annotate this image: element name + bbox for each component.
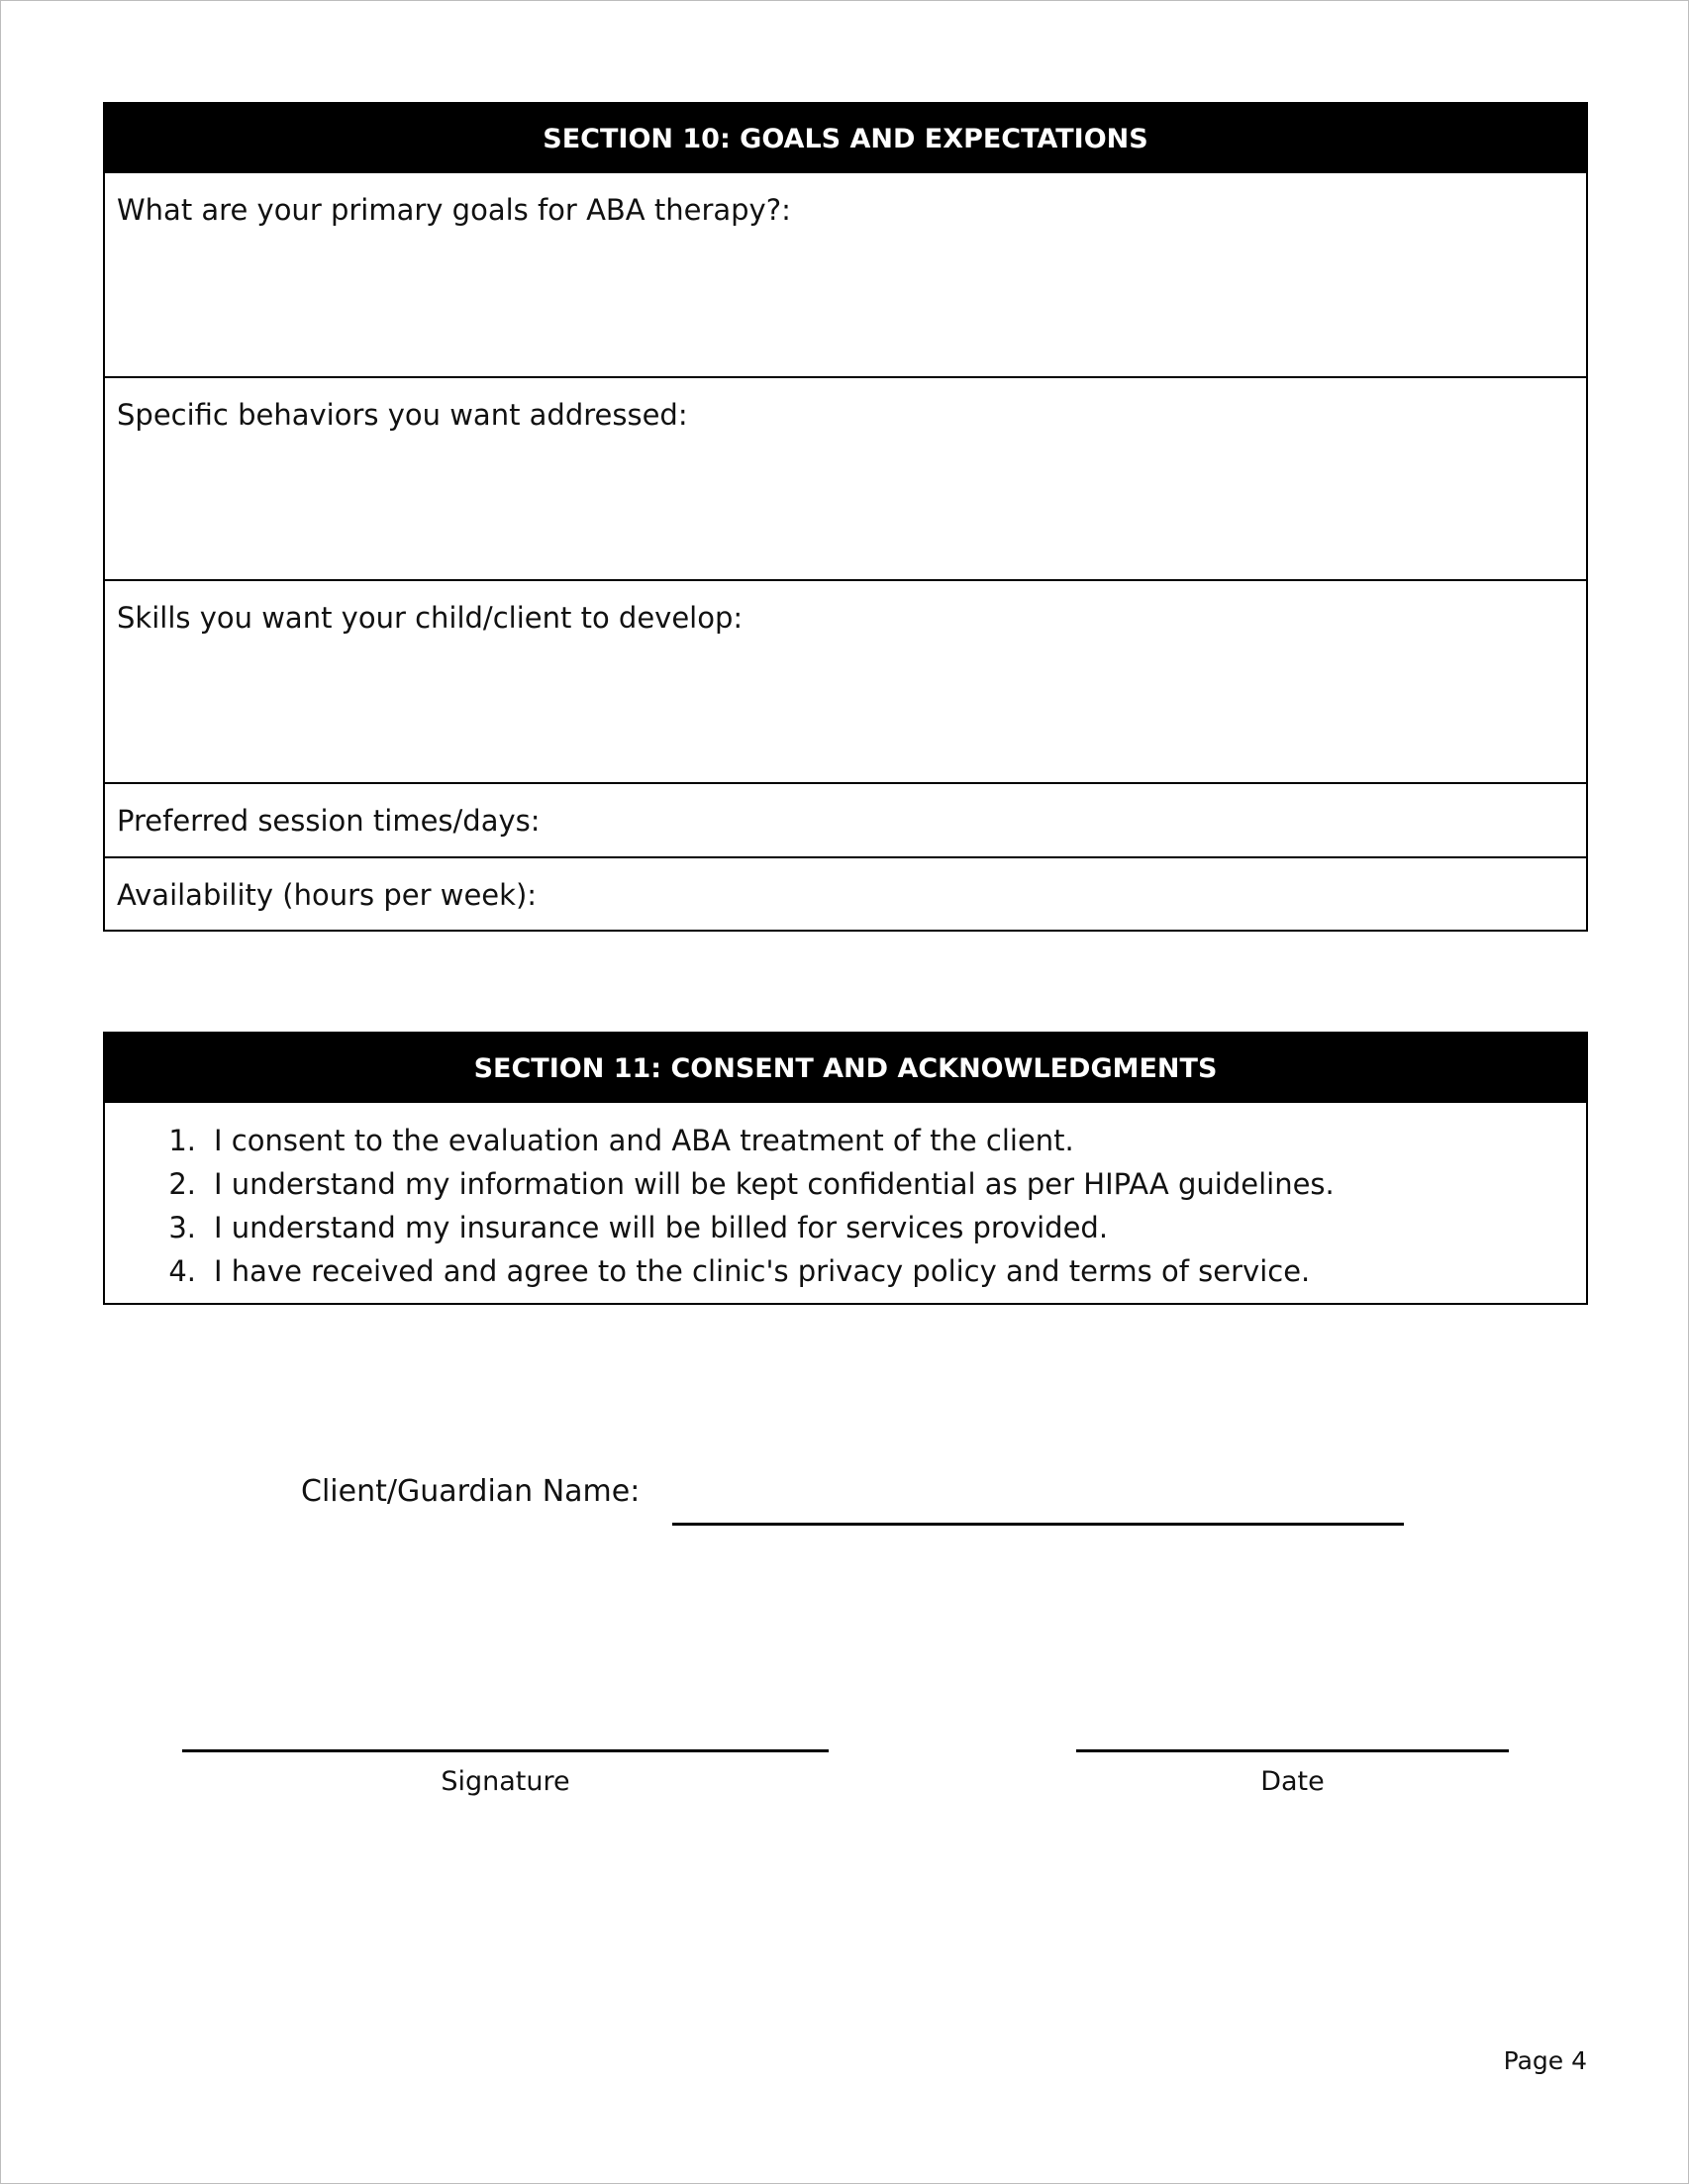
consent-list: [105, 1103, 1586, 1293]
behaviors-field[interactable]: [105, 376, 1586, 579]
signature-label: Signature: [441, 1766, 570, 1797]
field-label: Specific behaviors you want addressed:: [117, 398, 688, 432]
skills-field[interactable]: [105, 579, 1586, 782]
item-number: 3.: [168, 1211, 196, 1244]
item-number: 1.: [168, 1124, 196, 1157]
item-text: I understand my insurance will be billed for services provided.: [214, 1211, 1109, 1244]
client-guardian-name-line[interactable]: [672, 1523, 1404, 1526]
item-text: I understand my information will be kept confidential as per HIPAA guidelines.: [214, 1167, 1335, 1201]
section-goals-expectations: [103, 102, 1588, 932]
client-guardian-name-label: Client/Guardian Name:: [301, 1474, 641, 1509]
section-consent-acknowledgments: [103, 1032, 1588, 1305]
field-label: What are your primary goals for ABA therapy?:: [117, 193, 791, 227]
consent-item: [105, 1119, 1586, 1162]
consent-item: [105, 1206, 1586, 1249]
section-header: SECTION 11: CONSENT AND ACKNOWLEDGMENTS: [105, 1034, 1586, 1103]
field-label: Availability (hours per week):: [117, 878, 538, 912]
field-label: Preferred session times/days:: [117, 804, 541, 838]
item-text: I have received and agree to the clinic's privacy policy and terms of service.: [214, 1254, 1311, 1288]
date-line[interactable]: [1076, 1749, 1509, 1752]
item-text: I consent to the evaluation and ABA treatment of the client.: [214, 1124, 1074, 1157]
signature-line[interactable]: [182, 1749, 829, 1752]
availability-field[interactable]: [105, 856, 1586, 931]
consent-item: [105, 1162, 1586, 1206]
date-label: Date: [1260, 1766, 1325, 1797]
section-header: SECTION 10: GOALS AND EXPECTATIONS: [105, 104, 1586, 173]
page-number: Page 4: [1503, 2046, 1587, 2075]
session-times-field[interactable]: [105, 782, 1586, 856]
field-label: Skills you want your child/client to develop:: [117, 601, 744, 635]
consent-item: [105, 1249, 1586, 1293]
goals-field[interactable]: [105, 173, 1586, 376]
item-number: 4.: [168, 1254, 196, 1288]
item-number: 2.: [168, 1167, 196, 1201]
